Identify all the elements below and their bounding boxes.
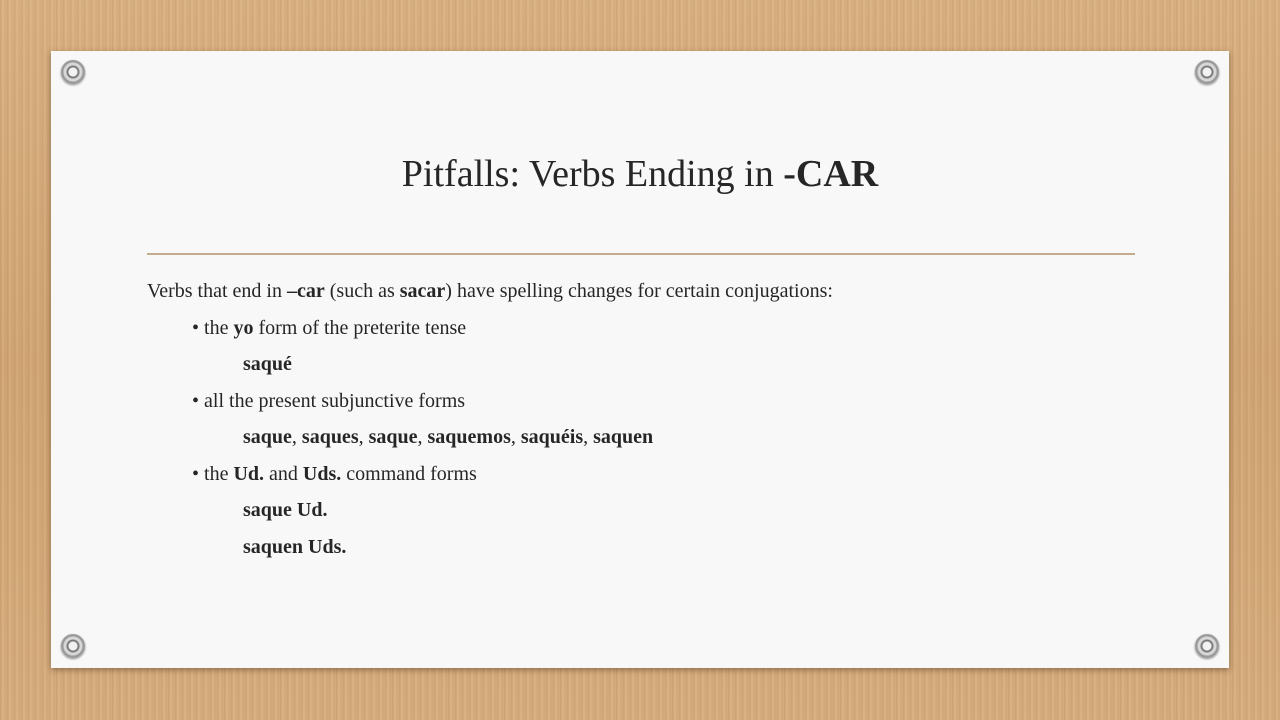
bullet-item-subjunctive — [147, 383, 1147, 420]
example-line — [147, 346, 1147, 383]
pushpin-icon — [1195, 60, 1219, 84]
bullet-item-commands — [147, 456, 1147, 493]
bullet-text: the — [199, 316, 234, 339]
bullet-item-preterite — [147, 310, 1147, 347]
example-line — [147, 529, 1147, 566]
bullet-bold-text: Uds. — [302, 462, 342, 485]
example-form: saquen Uds. — [243, 535, 347, 558]
bullet-icon: • — [192, 462, 200, 485]
slide-body — [147, 273, 1147, 565]
pushpin-icon — [1195, 634, 1219, 658]
example-form: saqué — [243, 353, 292, 375]
separator: , — [291, 426, 302, 448]
intro-line — [147, 273, 1147, 310]
title-bold-text: -CAR — [783, 153, 879, 195]
intro-text: ) have spelling changes for certain conjugations: — [445, 280, 833, 302]
intro-bold-verb: sacar — [399, 280, 446, 302]
bullet-text: all the present subjunctive forms — [199, 389, 466, 412]
separator: , — [417, 426, 428, 448]
example-form: saquemos — [427, 426, 511, 448]
slide-title — [0, 152, 1280, 196]
bullet-bold-text: yo — [233, 316, 254, 339]
bullet-text: form of the preterite tense — [253, 316, 467, 339]
example-form: saquéis — [520, 426, 584, 448]
bullet-text: and — [264, 462, 303, 485]
pushpin-icon — [61, 60, 85, 84]
separator: , — [583, 426, 594, 448]
pushpin-icon — [61, 634, 85, 658]
bullet-text: the — [199, 462, 234, 485]
bullet-bold-text: Ud. — [233, 462, 265, 485]
title-divider — [147, 253, 1135, 255]
example-line — [147, 419, 1147, 456]
bullet-icon: • — [192, 316, 200, 339]
bullet-icon: • — [192, 389, 200, 412]
example-form: saque — [243, 426, 292, 448]
intro-bold-suffix: –car — [286, 280, 325, 302]
title-text: Pitfalls: Verbs Ending in — [401, 153, 784, 195]
intro-text: (such as — [324, 280, 400, 302]
example-form: saque — [368, 426, 418, 448]
example-form: saque Ud. — [243, 499, 328, 521]
separator: , — [358, 426, 369, 448]
bullet-text: command forms — [341, 462, 477, 485]
example-line — [147, 492, 1147, 529]
example-form: saquen — [593, 426, 654, 448]
separator: , — [510, 426, 521, 448]
intro-text: Verbs that end in — [147, 280, 287, 302]
example-form: saques — [301, 426, 359, 448]
